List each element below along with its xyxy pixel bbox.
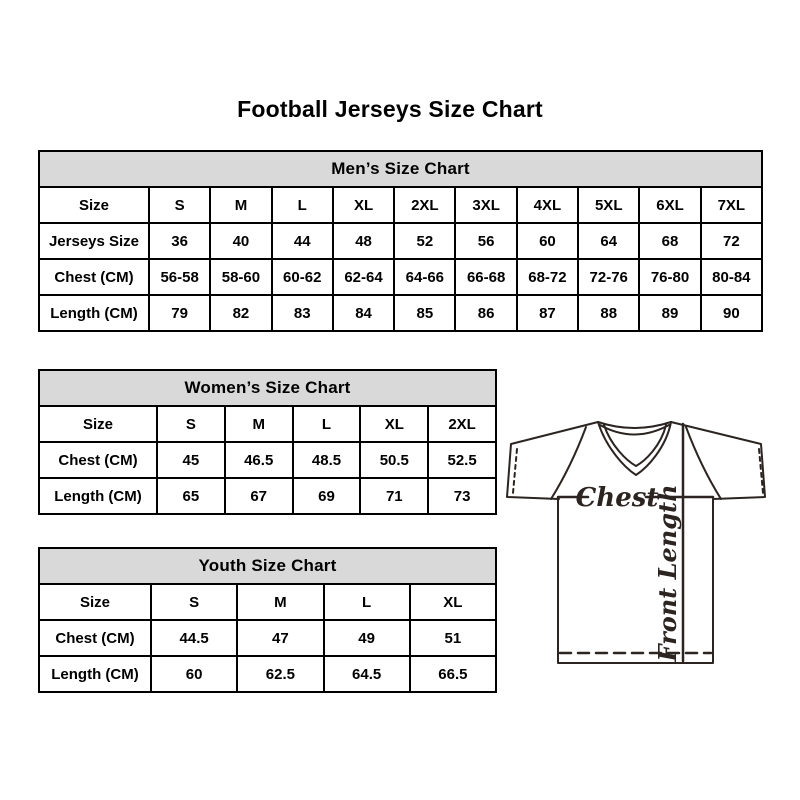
- mens-size-table: [38, 150, 763, 332]
- table-value-cell: 47: [237, 620, 323, 656]
- page-title: Football Jerseys Size Chart: [237, 96, 543, 122]
- table-row: [39, 223, 762, 259]
- table-value-cell: 89: [639, 295, 700, 331]
- table-header-cell: L: [272, 187, 333, 223]
- table-value-cell: 84: [333, 295, 394, 331]
- table-header-cell: Jerseys Size: [39, 223, 149, 259]
- table-value-cell: 60: [517, 223, 578, 259]
- table-row: [39, 406, 496, 442]
- womens-table-title: Women’s Size Chart: [39, 370, 496, 406]
- table-value-cell: 82: [210, 295, 271, 331]
- table-title-row: [39, 151, 762, 187]
- table-value-cell: 52: [394, 223, 455, 259]
- table-header-cell: Size: [39, 187, 149, 223]
- table-header-cell: Chest (CM): [39, 620, 151, 656]
- table-value-cell: 68-72: [517, 259, 578, 295]
- table-header-cell: S: [149, 187, 210, 223]
- table-value-cell: 48: [333, 223, 394, 259]
- table-value-cell: 44.5: [151, 620, 237, 656]
- table-header-cell: 5XL: [578, 187, 639, 223]
- table-header-cell: M: [210, 187, 271, 223]
- table-value-cell: 85: [394, 295, 455, 331]
- table-value-cell: 56-58: [149, 259, 210, 295]
- table-value-cell: 68: [639, 223, 700, 259]
- table-value-cell: 72: [701, 223, 762, 259]
- table-value-cell: 66.5: [410, 656, 496, 692]
- table-header-cell: 2XL: [394, 187, 455, 223]
- table-header-cell: S: [157, 406, 225, 442]
- table-value-cell: 90: [701, 295, 762, 331]
- table-value-cell: 69: [293, 478, 361, 514]
- table-header-cell: L: [293, 406, 361, 442]
- table-value-cell: 62-64: [333, 259, 394, 295]
- table-header-cell: 7XL: [701, 187, 762, 223]
- table-value-cell: 87: [517, 295, 578, 331]
- table-header-cell: 6XL: [639, 187, 700, 223]
- table-header-cell: XL: [333, 187, 394, 223]
- table-value-cell: 71: [360, 478, 428, 514]
- table-value-cell: 51: [410, 620, 496, 656]
- table-value-cell: 65: [157, 478, 225, 514]
- mens-table-body: [39, 187, 762, 331]
- table-value-cell: 48.5: [293, 442, 361, 478]
- table-header-cell: M: [225, 406, 293, 442]
- table-value-cell: 40: [210, 223, 271, 259]
- table-value-cell: 73: [428, 478, 496, 514]
- table-row: [39, 295, 762, 331]
- mens-table-title: Men’s Size Chart: [39, 151, 762, 187]
- jersey-diagram: [503, 415, 775, 687]
- table-header-cell: Length (CM): [39, 656, 151, 692]
- table-row: [39, 442, 496, 478]
- left-sleeve-stitch-dashes: [513, 449, 517, 493]
- table-value-cell: 66-68: [455, 259, 516, 295]
- table-header-cell: Chest (CM): [39, 442, 157, 478]
- table-header-cell: Length (CM): [39, 295, 149, 331]
- table-row: [39, 187, 762, 223]
- table-header-cell: Size: [39, 406, 157, 442]
- table-value-cell: 64.5: [324, 656, 410, 692]
- youth-size-table: [38, 547, 497, 693]
- table-header-cell: Chest (CM): [39, 259, 149, 295]
- table-row: [39, 584, 496, 620]
- table-header-cell: 3XL: [455, 187, 516, 223]
- table-value-cell: 50.5: [360, 442, 428, 478]
- table-header-cell: 2XL: [428, 406, 496, 442]
- table-value-cell: 52.5: [428, 442, 496, 478]
- table-header-cell: S: [151, 584, 237, 620]
- table-row: [39, 259, 762, 295]
- table-header-cell: Size: [39, 584, 151, 620]
- table-row: [39, 656, 496, 692]
- table-value-cell: 67: [225, 478, 293, 514]
- jersey-collar-back-arc-1: [598, 422, 671, 428]
- jersey-right-armhole-seam: [686, 427, 721, 499]
- table-value-cell: 88: [578, 295, 639, 331]
- table-header-cell: L: [324, 584, 410, 620]
- table-header-cell: XL: [410, 584, 496, 620]
- table-header-cell: 4XL: [517, 187, 578, 223]
- table-header-cell: XL: [360, 406, 428, 442]
- table-value-cell: 46.5: [225, 442, 293, 478]
- table-value-cell: 62.5: [237, 656, 323, 692]
- youth-table-title: Youth Size Chart: [39, 548, 496, 584]
- table-value-cell: 49: [324, 620, 410, 656]
- table-title-row: [39, 548, 496, 584]
- table-value-cell: 56: [455, 223, 516, 259]
- table-value-cell: 80-84: [701, 259, 762, 295]
- table-value-cell: 44: [272, 223, 333, 259]
- table-row: [39, 620, 496, 656]
- table-header-cell: Length (CM): [39, 478, 157, 514]
- table-value-cell: 60: [151, 656, 237, 692]
- table-value-cell: 64-66: [394, 259, 455, 295]
- jersey-body-outline: [558, 499, 713, 663]
- jersey-svg: [503, 415, 775, 687]
- jersey-right-sleeve-outline: [671, 422, 765, 499]
- table-value-cell: 79: [149, 295, 210, 331]
- chest-label: Chest: [575, 483, 659, 513]
- table-value-cell: 86: [455, 295, 516, 331]
- table-value-cell: 83: [272, 295, 333, 331]
- table-value-cell: 45: [157, 442, 225, 478]
- youth-table-body: [39, 584, 496, 692]
- womens-size-table: [38, 369, 497, 515]
- table-value-cell: 64: [578, 223, 639, 259]
- table-title-row: [39, 370, 496, 406]
- table-value-cell: 58-60: [210, 259, 271, 295]
- table-value-cell: 36: [149, 223, 210, 259]
- table-value-cell: 72-76: [578, 259, 639, 295]
- table-value-cell: 76-80: [639, 259, 700, 295]
- table-value-cell: 60-62: [272, 259, 333, 295]
- front-length-label: Front Length: [653, 484, 682, 662]
- table-row: [39, 478, 496, 514]
- table-header-cell: M: [237, 584, 323, 620]
- womens-table-body: [39, 406, 496, 514]
